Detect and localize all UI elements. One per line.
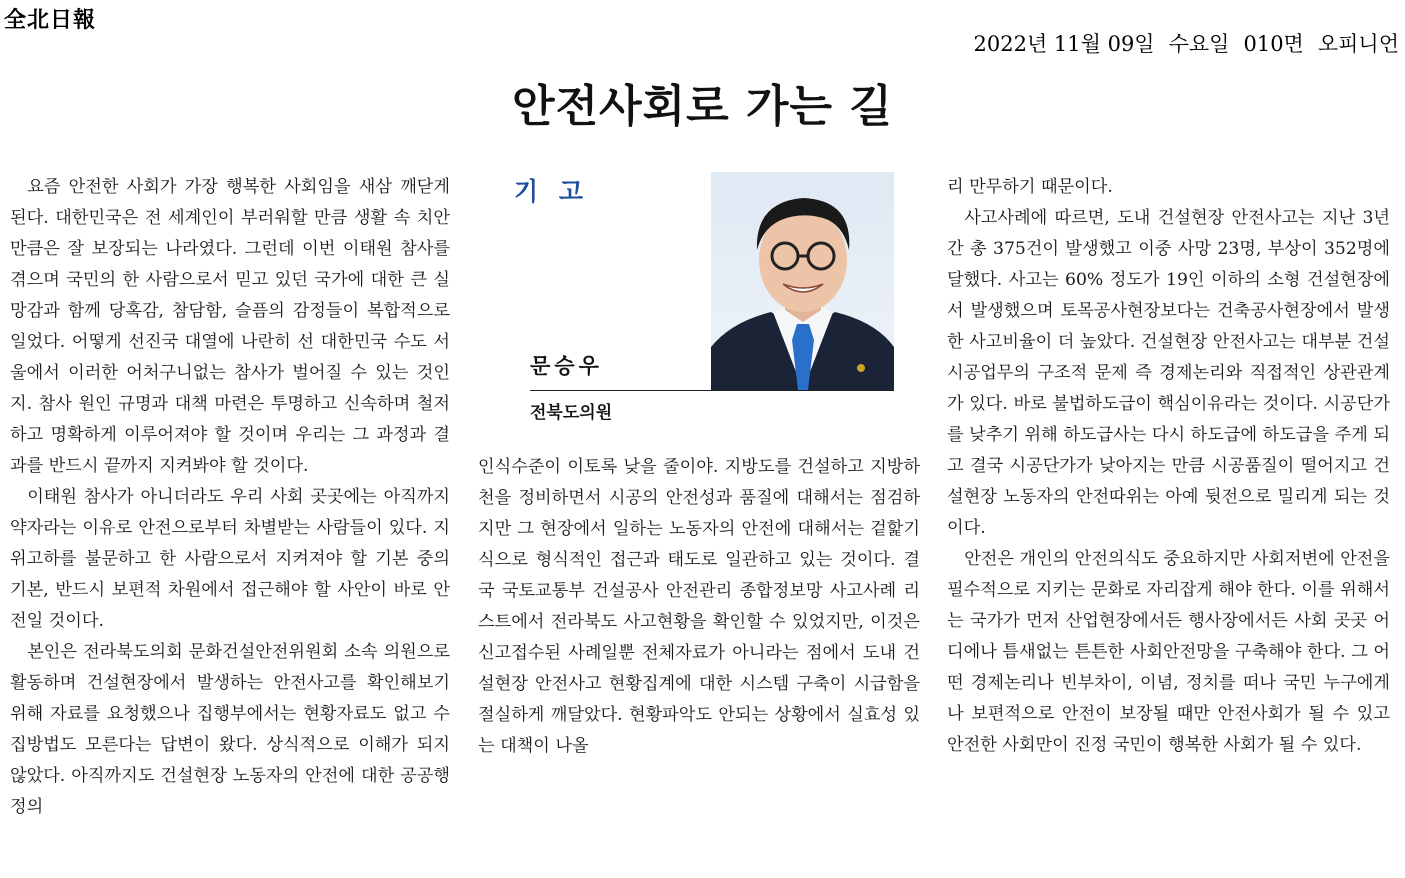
author-divider: [530, 390, 894, 391]
article-paragraph: 인식수준이 이토록 낮을 줄이야. 지방도를 건설하고 지방하천을 정비하면서 시공의 안전성과 품질에 대해서는 점검하지만 그 현장에서 일하는 노동자의 안전에 대해서는 겉핥기식으로 형식적인 접근과 태도로 일관하고 있는 것이다. 결국 국토교통부 건설공사 안전관리 종합정보망 사고사례 리스트에서 전라북도 사고현황을 확인할 수 있었지만, 이것은 신고접수된 사례일뿐 전체자료가 아니라는 점에서 도내 건설현장 안전사고 현황집계에 대한 시스템 구축이 시급함을 절실하게 깨달았다. 현황파악도 안되는 상황에서 실효성 있는 대책이 나올: [478, 457, 920, 756]
newspaper-logo: 全北日報: [4, 8, 97, 33]
page-number: 010면: [1243, 32, 1304, 56]
contributor-box: [510, 168, 894, 433]
article-paragraph: 리 만무하기 때문이다.: [947, 177, 1113, 197]
article-category: 기 고: [514, 177, 590, 206]
article-column-3: [947, 172, 1390, 761]
article-paragraph: 안전은 개인의 안전의식도 중요하지만 사회저변에 안전을 필수적으로 지키는 문화로 자리잡게 해야 한다. 이를 위해서는 국가가 먼저 산업현장에서든 행사장에서든 사회 곳곳 어디에나 틈새없는 튼튼한 사회안전망을 구축해야 한다. 그 어떤 경제논리나 빈부차이, 이념, 정치를 떠나 국민 누구에게나 보편적으로 안전이 보장될 때만 안전사회가 될 수 있고 안전한 사회만이 진정 국민이 행복한 사회가 될 수 있다.: [947, 549, 1390, 755]
author-name: 문승우: [530, 354, 603, 378]
article-paragraph: 요즘 안전한 사회가 가장 행복한 사회임을 새삼 깨닫게 된다. 대한민국은 전 세계인이 부러워할 만큼 생활 속 치안만큼은 잘 보장되는 나라였다. 그런데 이번 이태원 참사를 겪으며 국민의 한 사람으로서 믿고 있던 국가에 대한 큰 실망감과 함께 당혹감, 참담함, 슬픔의 감정들이 복합적으로 일었다. 어떻게 선진국 대열에 나란히 선 대한민국 수도 서울에서 이러한 어처구니없는 참사가 벌어질 수 있는 것인지. 참사 원인 규명과 대책 마련은 투명하고 신속하며 철저하고 명확하게 이루어져야 할 것이며 우리는 그 과정과 결과를 반드시 끝까지 지켜봐야 할 것이다.: [10, 177, 450, 476]
section-name: 오피니언: [1317, 32, 1399, 56]
publish-date: 2022년 11월 09일: [973, 32, 1155, 56]
article-paragraph: 사고사례에 따르면, 도내 건설현장 안전사고는 지난 3년간 총 375건이 발생했고 이중 사망 23명, 부상이 352명에 달했다. 사고는 60% 정도가 19인 이하의 소형 건설현장에서 발생했으며 토목공사현장보다는 건축공사현장에서 발생한 사고비율이 더 높았다. 건설현장 안전사고는 대부분 건설시공업무의 구조적 문제 즉 경제논리와 직접적인 상관관계가 있다. 바로 불법하도급이 핵심이유라는 것이다. 시공단가를 낮추기 위해 하도급사는 다시 하도급에 하도급을 주게 되고 결국 시공단가가 낮아지는 만큼 시공품질이 떨어지고 건설현장 노동자의 안전따위는 아예 뒷전으로 밀리게 되는 것이다.: [947, 208, 1390, 538]
author-photo: [711, 172, 894, 390]
publish-weekday: 수요일: [1168, 32, 1230, 56]
author-title: 전북도의원: [530, 403, 613, 423]
article-column-1: [10, 172, 450, 823]
article-column-2: [478, 452, 920, 762]
article-paragraph: 본인은 전라북도의회 문화건설안전위원회 소속 의원으로 활동하며 건설현장에서 발생하는 안전사고를 확인해보기 위해 자료를 요청했으나 집행부에서는 현황자료도 없고 수집방법도 모른다는 답변이 왔다. 상식적으로 이해가 되지 않았다. 아직까지도 건설현장 노동자의 안전에 대한 공공행정의: [10, 642, 450, 817]
dateline: [960, 28, 1400, 58]
article-headline: 안전사회로 가는 길: [512, 81, 893, 132]
article-paragraph: 이태원 참사가 아니더라도 우리 사회 곳곳에는 아직까지 약자라는 이유로 안전으로부터 차별받는 사람들이 있다. 지위고하를 불문하고 한 사람으로서 지켜져야 할 기본 중의 기본, 반드시 보편적 차원에서 접근해야 할 사안이 바로 안전일 것이다.: [10, 487, 450, 631]
